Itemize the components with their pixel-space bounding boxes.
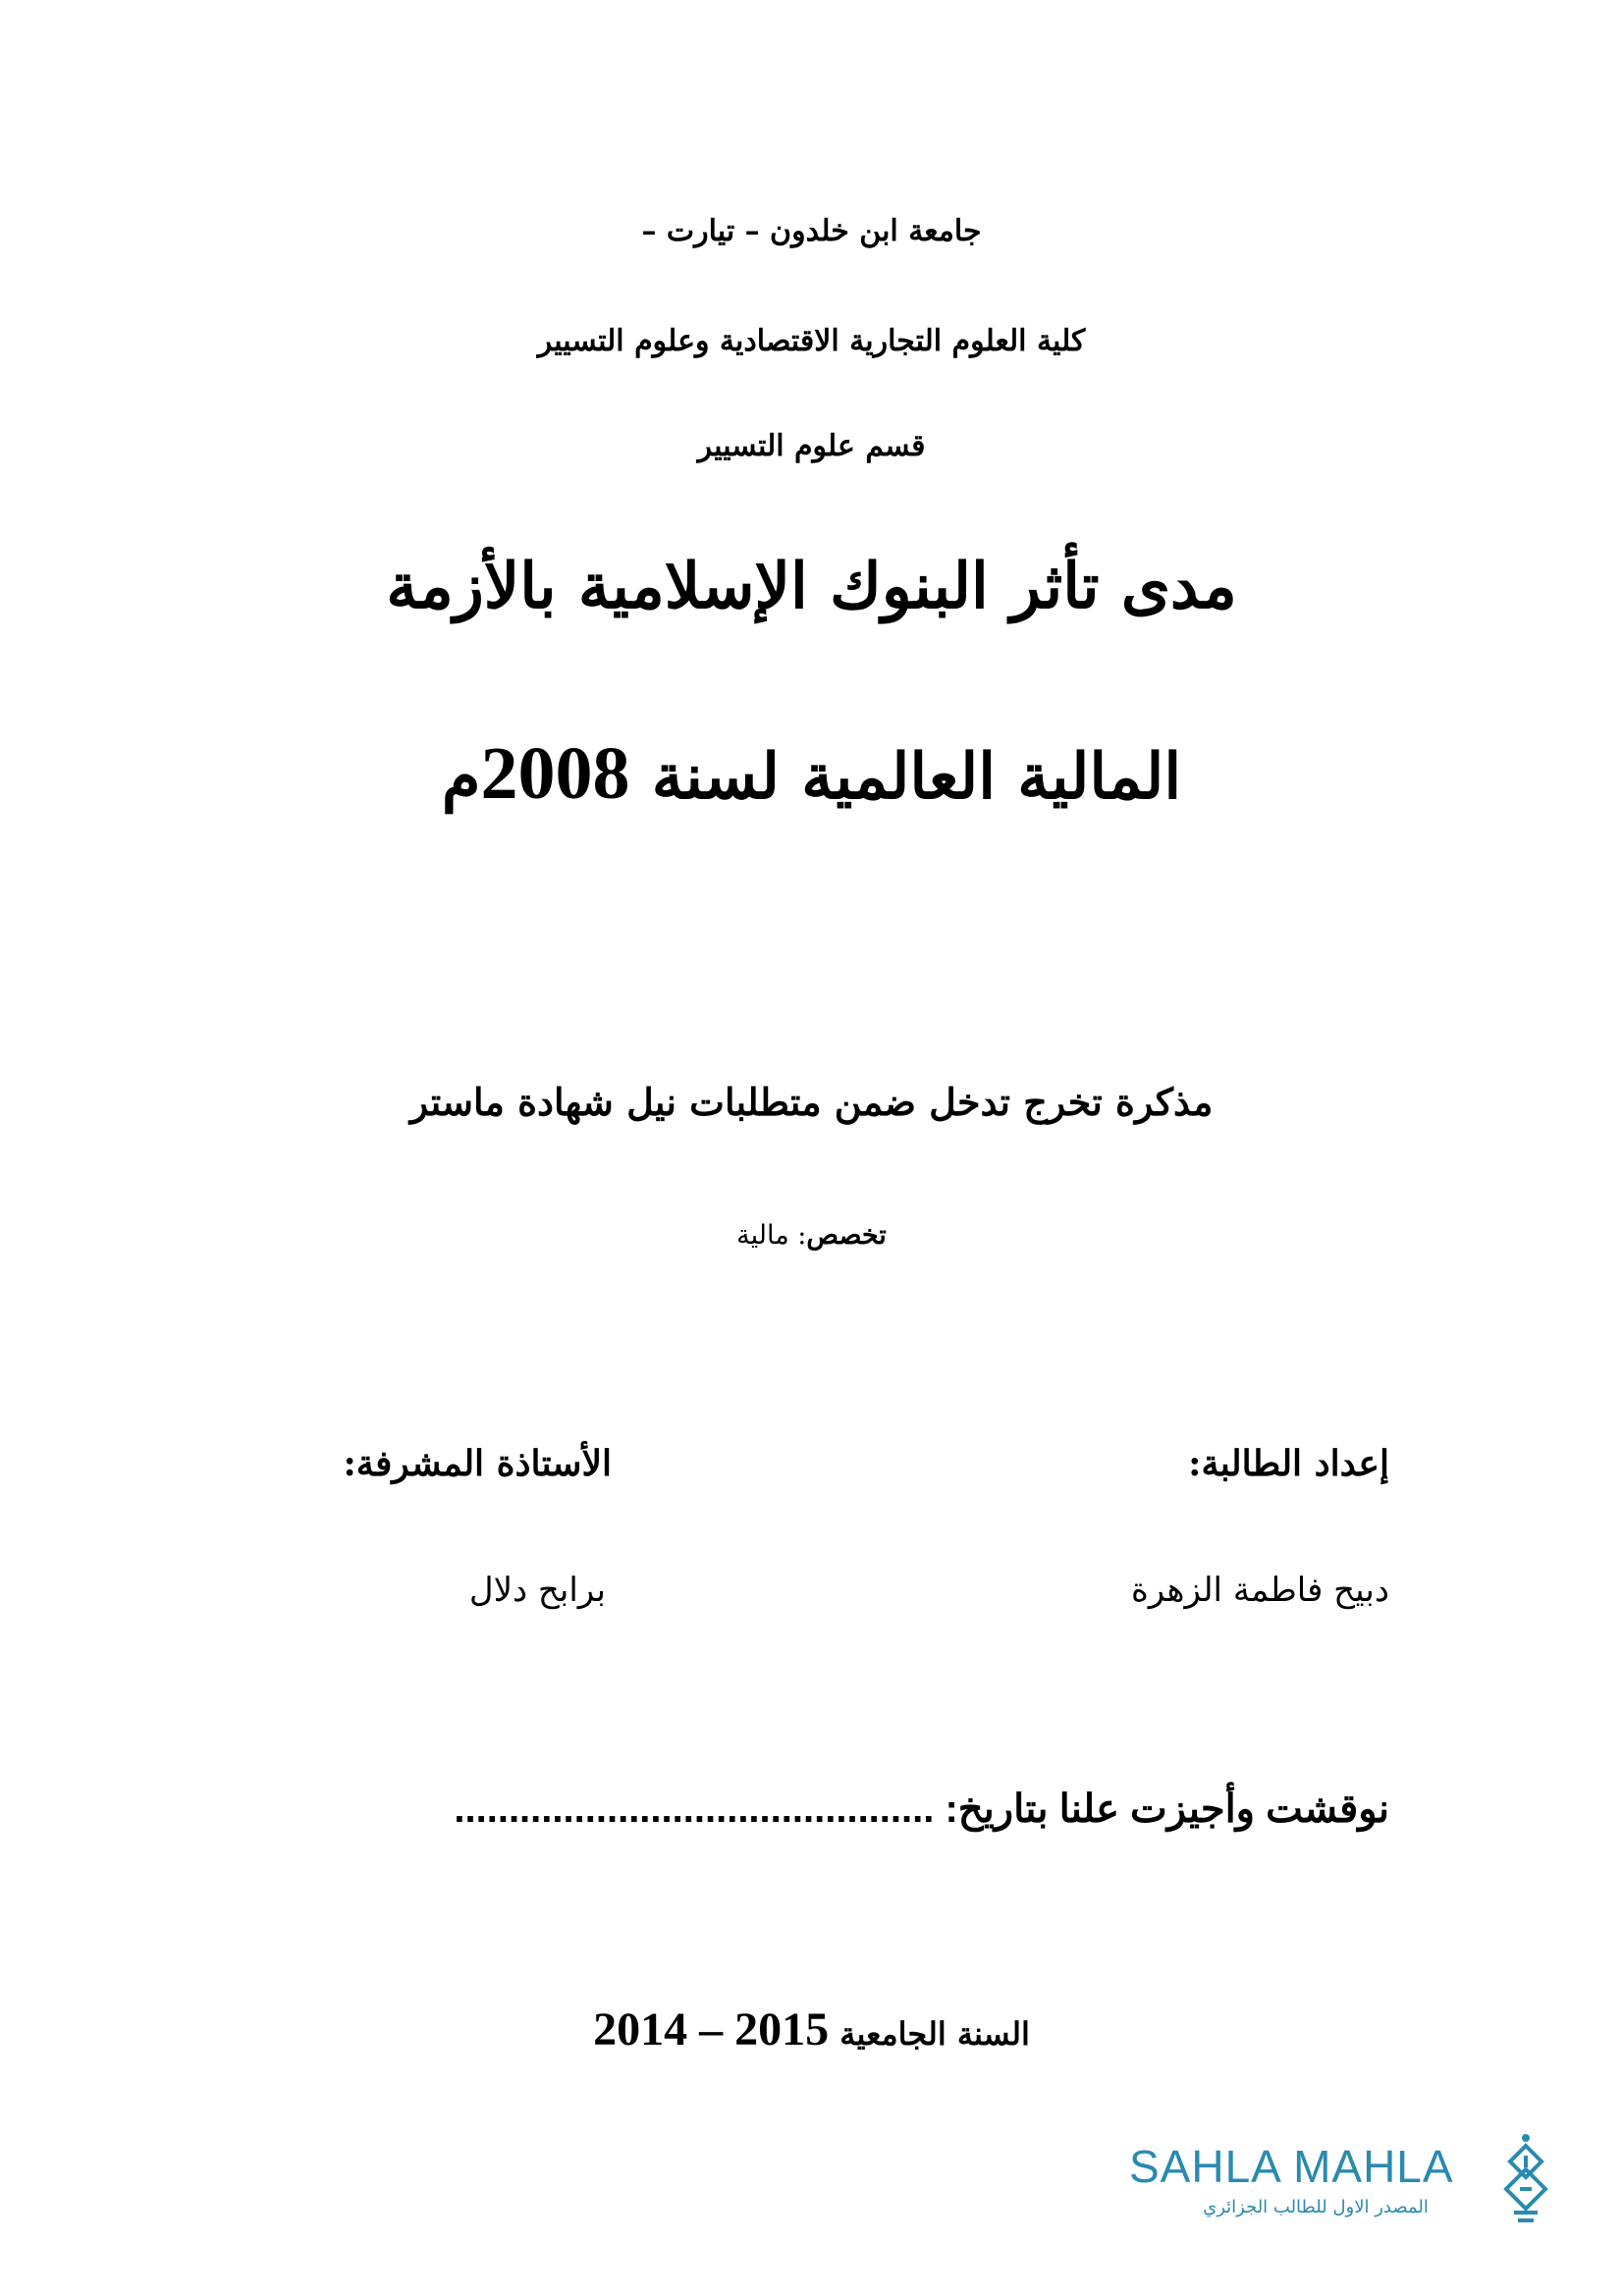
academic-year — [0, 2002, 1623, 2056]
academic-year-value: 2014 – 2015 — [593, 2003, 830, 2056]
sahla-mahla-logo — [1129, 2130, 1542, 2238]
faculty-name: كلية العلوم التجارية الاقتصادية وعلوم التسيير — [537, 324, 1086, 358]
defense-label: نوقشت وأجيزت علنا بتاريخ: — [934, 1788, 1389, 1831]
thesis-title-line-1: مدى تأثر البنوك الإسلامية بالأزمة — [386, 550, 1237, 623]
thesis-title-year: 2008 — [480, 732, 630, 815]
supervisor-name: برابح دلال — [468, 1571, 606, 1610]
academic-year-label: السنة الجامعية — [829, 2015, 1030, 2053]
logo-name: SAHLA MAHLA — [1129, 2141, 1454, 2192]
specialty — [0, 1220, 1623, 1251]
student-name: دبيح فاطمة الزهرة — [1130, 1571, 1389, 1610]
specialty-label: تخصص — [806, 1220, 887, 1251]
logo-mark-icon — [1500, 2130, 1551, 2228]
student-label: إعداد الطالبة: — [1188, 1443, 1389, 1484]
thesis-title-suffix: م — [441, 740, 481, 814]
department-name: قسم علوم التسيير — [697, 429, 926, 463]
supervisor-label: الأستاذة المشرفة: — [343, 1443, 612, 1484]
memo-description: مذكرة تخرج تدخل ضمن متطلبات نيل شهادة ماستر — [409, 1080, 1214, 1124]
thesis-title-line-2 — [0, 731, 1623, 817]
thesis-title-line-2-text: المالية العالمية لسنة — [629, 740, 1182, 814]
specialty-value: : مالية — [736, 1220, 807, 1251]
defense-date-line — [454, 1787, 1389, 1832]
logo-tagline: المصدر الاول للطالب الجزائري — [1203, 2197, 1429, 2217]
university-name: جامعة ابن خلدون – تيارت – — [641, 214, 982, 248]
defense-date-placeholder: ............................................ — [454, 1788, 935, 1831]
